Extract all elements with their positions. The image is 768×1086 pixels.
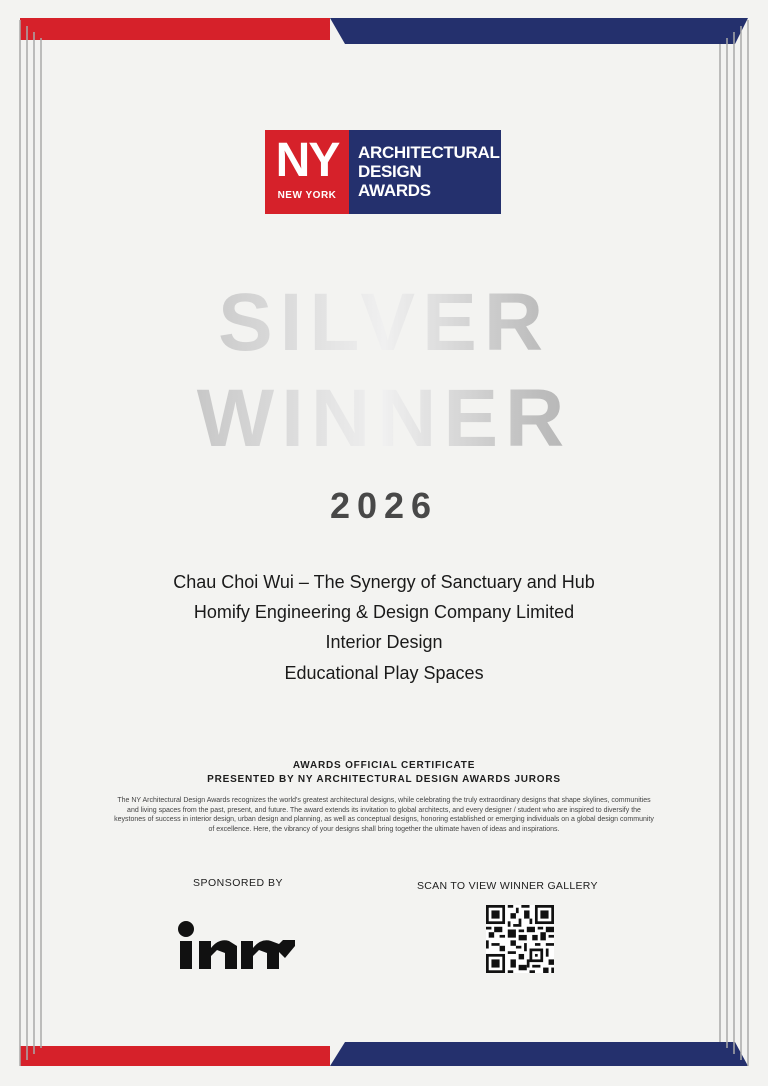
logo-line-3: AWARDS xyxy=(358,181,431,200)
top-navy-band xyxy=(330,18,748,44)
logo-city: NEW YORK xyxy=(277,190,337,201)
top-red-band xyxy=(20,18,330,40)
right-border-lines xyxy=(720,20,748,1066)
company-name: Homify Engineering & Design Company Limited xyxy=(193,602,575,622)
sponsor-logo-icon xyxy=(177,920,299,972)
award-level: SILVER xyxy=(0,278,768,368)
bottom-red-band xyxy=(20,1046,330,1066)
logo-line-2: DESIGN xyxy=(358,162,422,181)
left-border-lines xyxy=(20,20,41,1066)
subcategory: Educational Play Spaces xyxy=(284,663,484,683)
certificate-description: The NY Architectural Design Awards recognizes the world's greatest architectural designs, while celebrating the truly extraordinary designs that shape skylines, communities and living spaces from the past, present, and future. The award extends its invitation to global architects, and every designer / student who are inspired to diversify the keystones of success in interior design, urban design and planning, as well as conceptual designs, honoring established or emerging individuals on a global design community of excellence. Here, the vibrancy of your designs shall bring together the ultimate haven of ideas and inspirations. xyxy=(114,797,654,833)
logo-red-block xyxy=(265,130,349,214)
logo-ny-mark: NY xyxy=(275,134,339,187)
scan-gallery-label: SCAN TO VIEW WINNER GALLERY xyxy=(417,880,598,892)
award-year: 2026 xyxy=(329,485,439,526)
award-title: WINNER xyxy=(0,374,768,464)
certificate-presenter: PRESENTED BY NY ARCHITECTURAL DESIGN AWARDS JURORS xyxy=(207,774,561,785)
logo-wordmark xyxy=(358,143,500,200)
logo-line-1: ARCHITECTURAL xyxy=(358,143,500,162)
sponsored-by-label: SPONSORED BY xyxy=(193,877,284,889)
bottom-navy-band xyxy=(330,1042,748,1066)
qr-code-icon[interactable] xyxy=(486,905,554,973)
logo-navy-block xyxy=(349,130,501,214)
certificate-title: AWARDS OFFICIAL CERTIFICATE xyxy=(292,760,476,771)
ny-awards-logo xyxy=(265,130,501,214)
category: Interior Design xyxy=(325,632,443,652)
project-name: Chau Choi Wui – The Synergy of Sanctuary and Hub xyxy=(173,572,595,592)
